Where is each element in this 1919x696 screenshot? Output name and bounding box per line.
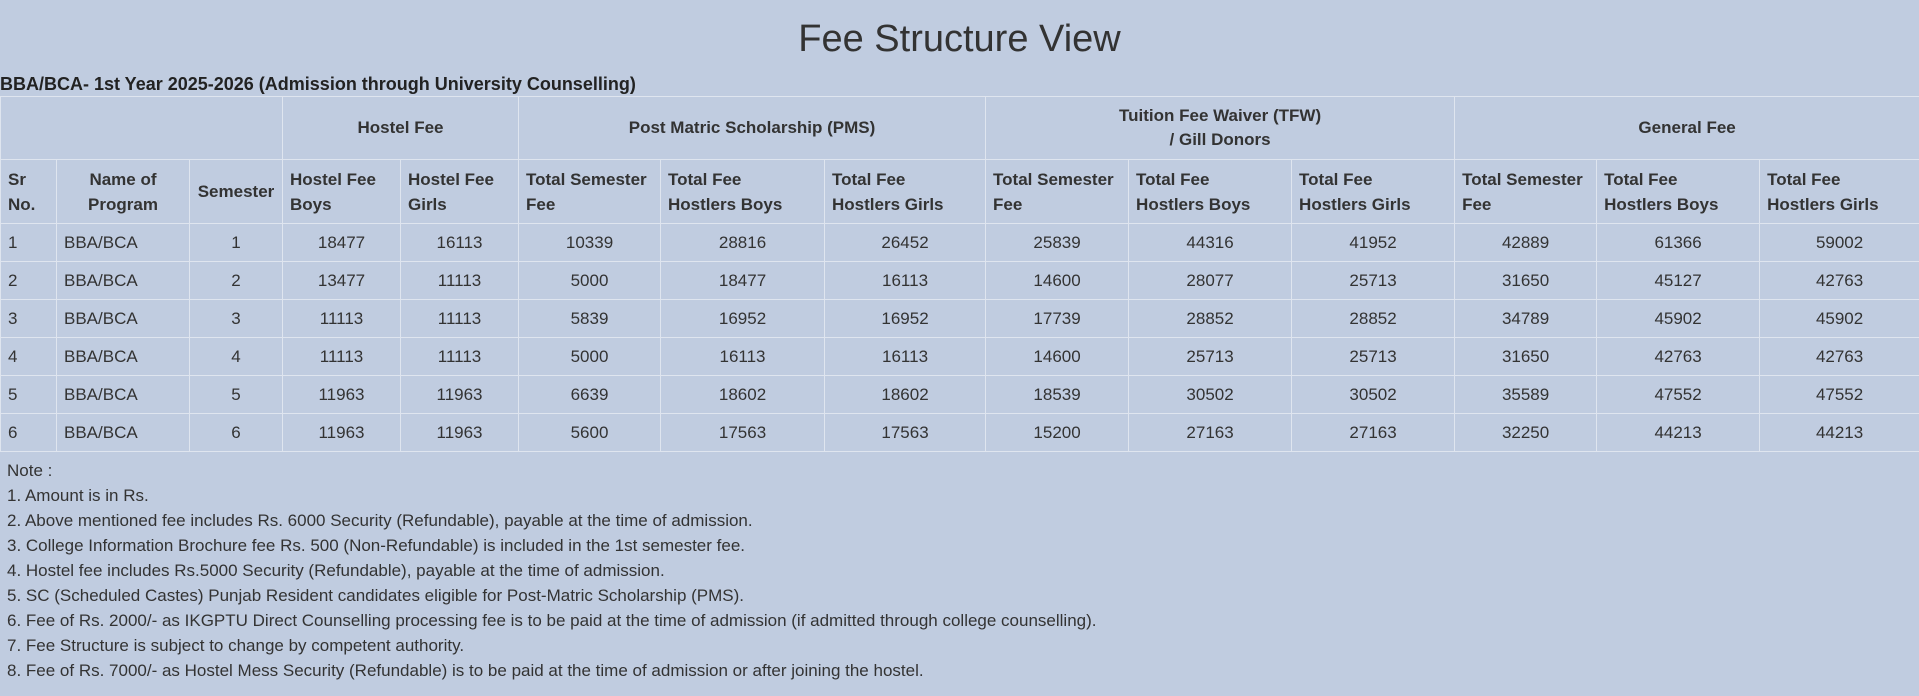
- cell-pms-total: 10339: [519, 224, 661, 262]
- cell-tfw-girls: 28852: [1292, 300, 1455, 338]
- cell-pms-boys: 28816: [661, 224, 825, 262]
- col-header-sr: Sr No.: [1, 160, 57, 224]
- cell-pms-boys: 16952: [661, 300, 825, 338]
- cell-program: BBA/BCA: [57, 262, 190, 300]
- cell-gen-girls: 47552: [1760, 376, 1919, 414]
- cell-gen-boys: 42763: [1597, 338, 1760, 376]
- cell-tfw-boys: 30502: [1129, 376, 1292, 414]
- cell-gen-girls: 42763: [1760, 262, 1919, 300]
- notes-section: [0, 452, 1919, 683]
- column-header-row: [1, 160, 1919, 224]
- col-header-semester: Semester: [190, 160, 283, 224]
- note-item: 6. Fee of Rs. 2000/- as IKGPTU Direct Counselling processing fee is to be paid at the time of admission (if admitted through college counselling).: [7, 611, 1097, 630]
- cell-sr: 2: [1, 262, 57, 300]
- cell-tfw-boys: 28852: [1129, 300, 1292, 338]
- cell-tfw-boys: 25713: [1129, 338, 1292, 376]
- col-header-pms-girls: Total Fee Hostlers Girls: [825, 160, 986, 224]
- cell-program: BBA/BCA: [57, 224, 190, 262]
- group-header-general: General Fee: [1455, 97, 1919, 160]
- cell-hostel-girls: 11113: [401, 338, 519, 376]
- cell-hostel-girls: 11113: [401, 300, 519, 338]
- cell-semester: 3: [190, 300, 283, 338]
- table-row: [1, 300, 1919, 338]
- cell-program: BBA/BCA: [57, 376, 190, 414]
- notes-heading: Note :: [7, 461, 53, 480]
- cell-pms-girls: 18602: [825, 376, 986, 414]
- note-item: 2. Above mentioned fee includes Rs. 6000 Security (Refundable), payable at the time of admission.: [7, 511, 753, 530]
- cell-pms-total: 5839: [519, 300, 661, 338]
- cell-pms-total: 5600: [519, 414, 661, 452]
- note-item: 1. Amount is in Rs.: [7, 486, 149, 505]
- cell-gen-girls: 42763: [1760, 338, 1919, 376]
- note-item: 8. Fee of Rs. 7000/- as Hostel Mess Security (Refundable) is to be paid at the time of admission or after joining the hostel.: [7, 661, 924, 680]
- cell-semester: 2: [190, 262, 283, 300]
- cell-hostel-girls: 11963: [401, 414, 519, 452]
- cell-hostel-girls: 11113: [401, 262, 519, 300]
- cell-hostel-boys: 13477: [283, 262, 401, 300]
- cell-sr: 4: [1, 338, 57, 376]
- note-item: 5. SC (Scheduled Castes) Punjab Resident candidates eligible for Post-Matric Scholarship (PMS).: [7, 586, 745, 605]
- col-header-hostel-girls: Hostel Fee Girls: [401, 160, 519, 224]
- cell-hostel-boys: 11113: [283, 338, 401, 376]
- col-header-gen-girls: Total Fee Hostlers Girls: [1760, 160, 1919, 224]
- group-header-tfw-line1: Tuition Fee Waiver (TFW): [1119, 106, 1322, 125]
- cell-semester: 1: [190, 224, 283, 262]
- note-item: 4. Hostel fee includes Rs.5000 Security (Refundable), payable at the time of admission.: [7, 561, 665, 580]
- cell-pms-girls: 26452: [825, 224, 986, 262]
- group-header-row: [1, 97, 1919, 160]
- col-header-tfw-total: Total Semester Fee: [986, 160, 1129, 224]
- col-header-tfw-boys: Total Fee Hostlers Boys: [1129, 160, 1292, 224]
- cell-gen-total: 34789: [1455, 300, 1597, 338]
- cell-tfw-girls: 27163: [1292, 414, 1455, 452]
- table-row: [1, 414, 1919, 452]
- cell-tfw-total: 25839: [986, 224, 1129, 262]
- cell-gen-boys: 61366: [1597, 224, 1760, 262]
- cell-gen-boys: 45902: [1597, 300, 1760, 338]
- cell-pms-boys: 18602: [661, 376, 825, 414]
- page-title: Fee Structure View: [798, 18, 1121, 60]
- cell-tfw-girls: 41952: [1292, 224, 1455, 262]
- group-header-tfw: [986, 97, 1455, 160]
- cell-sr: 3: [1, 300, 57, 338]
- cell-tfw-boys: 28077: [1129, 262, 1292, 300]
- cell-pms-boys: 18477: [661, 262, 825, 300]
- table-subtitle: BBA/BCA- 1st Year 2025-2026 (Admission through University Counselling): [0, 74, 636, 94]
- empty-group-header: [1, 97, 283, 160]
- cell-gen-total: 31650: [1455, 338, 1597, 376]
- col-header-pms-boys: Total Fee Hostlers Boys: [661, 160, 825, 224]
- group-header-pms: Post Matric Scholarship (PMS): [519, 97, 986, 160]
- fee-structure-table: [0, 96, 1919, 452]
- cell-pms-boys: 17563: [661, 414, 825, 452]
- cell-program: BBA/BCA: [57, 414, 190, 452]
- cell-hostel-boys: 11113: [283, 300, 401, 338]
- cell-program: BBA/BCA: [57, 338, 190, 376]
- cell-pms-total: 5000: [519, 338, 661, 376]
- cell-pms-girls: 17563: [825, 414, 986, 452]
- note-item: 7. Fee Structure is subject to change by competent authority.: [7, 636, 465, 655]
- cell-tfw-total: 17739: [986, 300, 1129, 338]
- note-item: 3. College Information Brochure fee Rs. 500 (Non-Refundable) is included in the 1st semester fee.: [7, 536, 746, 555]
- cell-gen-girls: 44213: [1760, 414, 1919, 452]
- cell-gen-boys: 44213: [1597, 414, 1760, 452]
- cell-semester: 6: [190, 414, 283, 452]
- cell-tfw-girls: 25713: [1292, 338, 1455, 376]
- cell-gen-boys: 45127: [1597, 262, 1760, 300]
- table-row: [1, 262, 1919, 300]
- col-header-tfw-girls: Total Fee Hostlers Girls: [1292, 160, 1455, 224]
- table-row: [1, 376, 1919, 414]
- cell-tfw-girls: 30502: [1292, 376, 1455, 414]
- cell-pms-boys: 16113: [661, 338, 825, 376]
- cell-pms-girls: 16952: [825, 300, 986, 338]
- cell-sr: 5: [1, 376, 57, 414]
- cell-pms-total: 5000: [519, 262, 661, 300]
- cell-semester: 4: [190, 338, 283, 376]
- cell-hostel-girls: 16113: [401, 224, 519, 262]
- cell-sr: 6: [1, 414, 57, 452]
- col-header-gen-total: Total Semester Fee: [1455, 160, 1597, 224]
- cell-pms-girls: 16113: [825, 338, 986, 376]
- cell-program: BBA/BCA: [57, 300, 190, 338]
- cell-tfw-total: 18539: [986, 376, 1129, 414]
- cell-tfw-total: 14600: [986, 338, 1129, 376]
- cell-gen-total: 42889: [1455, 224, 1597, 262]
- col-header-gen-boys: Total Fee Hostlers Boys: [1597, 160, 1760, 224]
- cell-tfw-total: 14600: [986, 262, 1129, 300]
- cell-gen-girls: 59002: [1760, 224, 1919, 262]
- table-row: [1, 224, 1919, 262]
- col-header-program: Name of Program: [57, 160, 190, 224]
- col-header-hostel-boys: Hostel Fee Boys: [283, 160, 401, 224]
- cell-hostel-boys: 11963: [283, 414, 401, 452]
- cell-hostel-boys: 11963: [283, 376, 401, 414]
- cell-hostel-girls: 11963: [401, 376, 519, 414]
- group-header-hostel: Hostel Fee: [283, 97, 519, 160]
- cell-tfw-girls: 25713: [1292, 262, 1455, 300]
- cell-pms-total: 6639: [519, 376, 661, 414]
- cell-tfw-total: 15200: [986, 414, 1129, 452]
- col-header-pms-total: Total Semester Fee: [519, 160, 661, 224]
- cell-gen-total: 32250: [1455, 414, 1597, 452]
- group-header-tfw-line2: / Gill Donors: [1169, 130, 1271, 149]
- cell-gen-total: 31650: [1455, 262, 1597, 300]
- cell-gen-total: 35589: [1455, 376, 1597, 414]
- cell-pms-girls: 16113: [825, 262, 986, 300]
- cell-gen-girls: 45902: [1760, 300, 1919, 338]
- table-row: [1, 338, 1919, 376]
- cell-sr: 1: [1, 224, 57, 262]
- cell-hostel-boys: 18477: [283, 224, 401, 262]
- cell-semester: 5: [190, 376, 283, 414]
- cell-gen-boys: 47552: [1597, 376, 1760, 414]
- cell-tfw-boys: 27163: [1129, 414, 1292, 452]
- cell-tfw-boys: 44316: [1129, 224, 1292, 262]
